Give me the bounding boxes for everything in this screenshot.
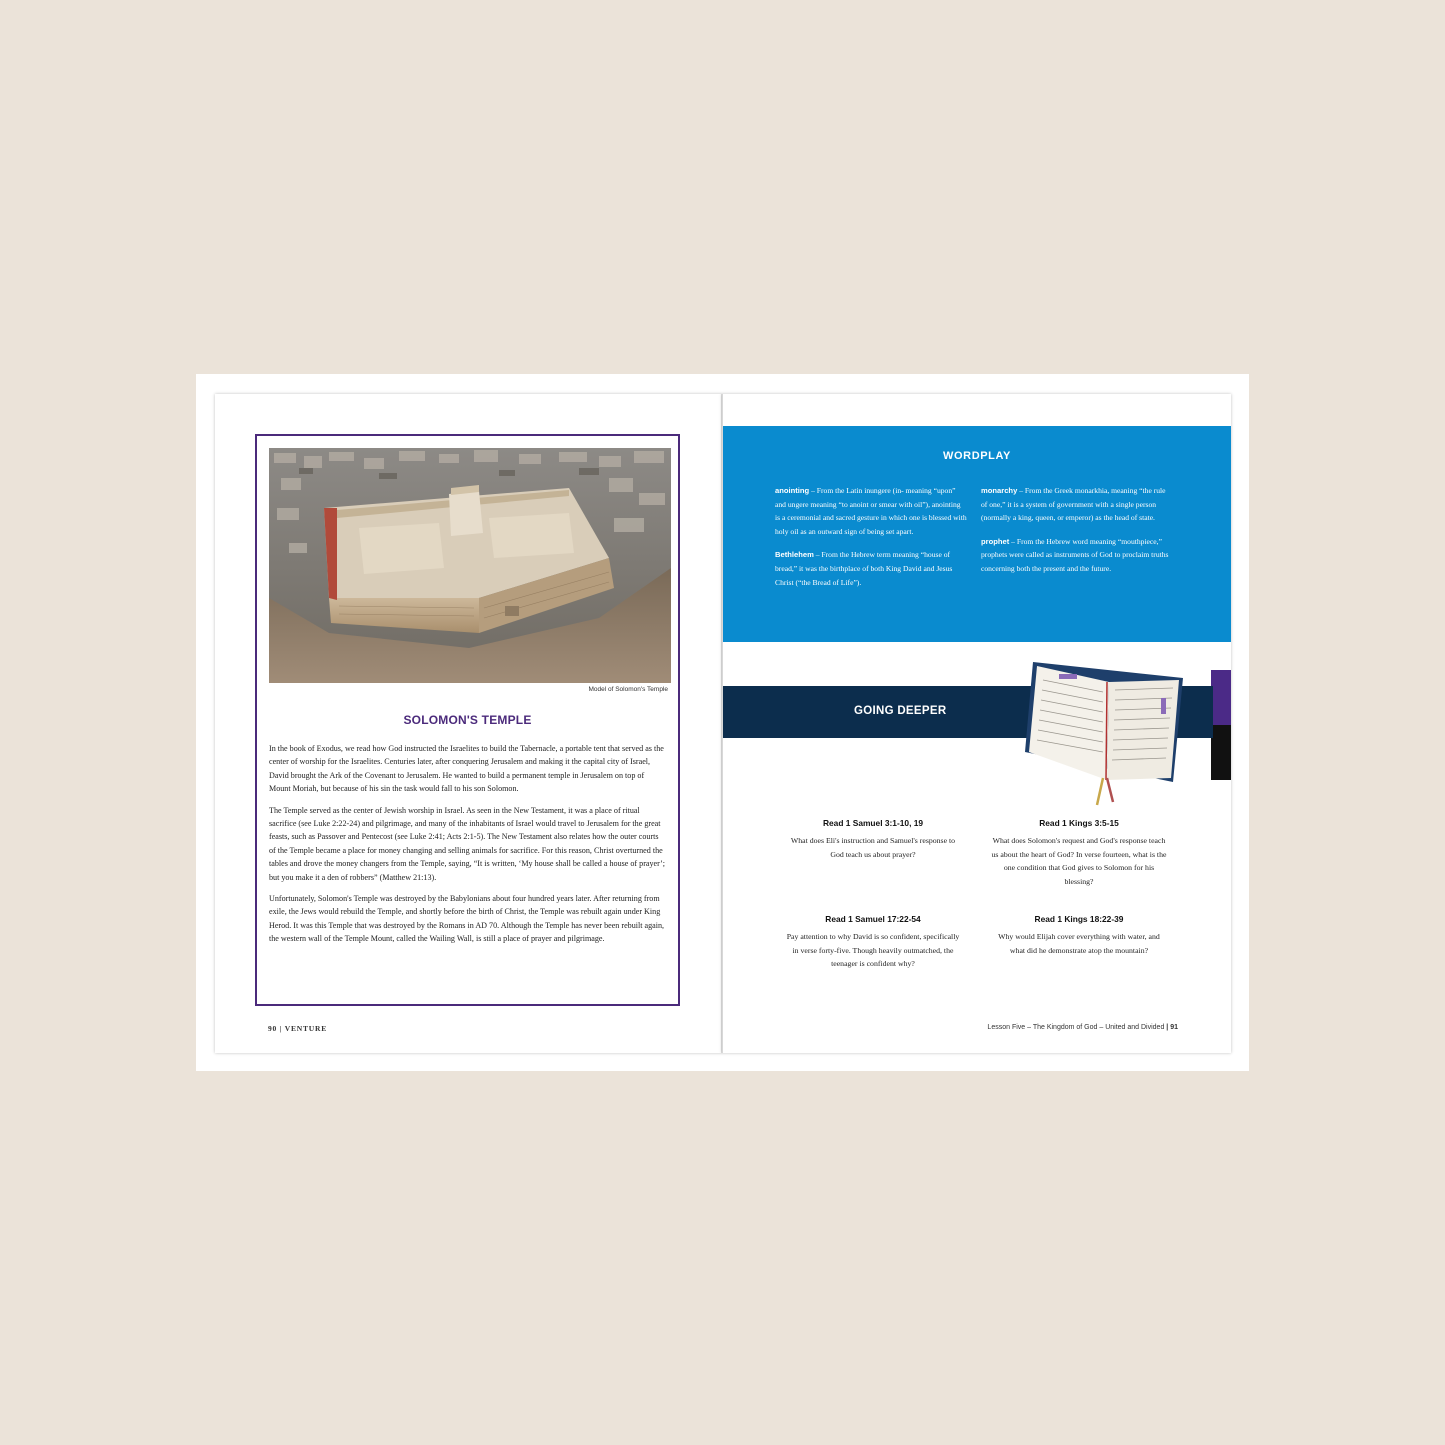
question-card xyxy=(991,818,1167,888)
wordplay-definition: – From the Latin inungere (in- meaning “upon” and ungere meaning “to anoint or smear with oil”), anointing is a ceremonial and sacred gesture in which one is blessed with holy oil as an outward sign of being set apart. xyxy=(775,486,967,536)
going-deeper-title: GOING DEEPER xyxy=(854,705,947,717)
folio-page-number: 91 xyxy=(1170,1024,1178,1031)
solomons-temple-sidebar xyxy=(255,434,680,1006)
right-page xyxy=(722,394,1231,1053)
paragraph: The Temple served as the center of Jewish worship in Israel. As seen in the New Testament, it was a place of ritual sacrifice (see Luke 2:22-24) and pilgrimage, and many of the inhabitants of Israel would travel to Jerusalem for the great feasts, such as Passover and Pentecost (see Luke 2:41; Acts 2:1-5). The New Testament also relates how the outer courts of the Temple became a place for money changing and selling animals for sacrifice. For this reason, Christ overturned the tables and drove the money changers from the Temple, saying, “It is written, ‘My house shall be called a house of prayer’; but you make it a den of robbers” (Matthew 21:13). xyxy=(269,805,666,882)
wordplay-entry xyxy=(775,548,967,589)
wordplay-definition: – From the Greek monarkhia, meaning “the rule of one,” it is a system of government with a single person (normally a king, queen, or emperor) as the head of state. xyxy=(981,486,1166,523)
question-reference: Read 1 Kings 18:22-39 xyxy=(1034,914,1124,924)
left-page xyxy=(215,394,722,1053)
left-folio: 90 | VENTURE xyxy=(268,1024,328,1033)
wordplay-term: prophet xyxy=(981,536,1010,546)
question-text: What does Eli's instruction and Samuel's response to God teach us about prayer? xyxy=(790,836,956,859)
paragraph: In the book of Exodus, we read how God instructed the Israelites to build the Tabernacle, a portable tent that served as the center of worship for the Israelites. Centuries later, after conquering Jerusalem and making it the capital city of Israel, David brought the Ark of the Covenant to Jerusalem. He wanted to build a permanent temple in Jerusalem on top of Mount Moriah, but because of his sin the task would fall to his son Solomon. xyxy=(269,744,664,794)
question-reference: Read 1 Kings 3:5-15 xyxy=(1039,818,1119,828)
question-text: Why would Elijah cover everything with water, and what did he demonstrate atop the mountain? xyxy=(998,932,1160,955)
wordplay-entry xyxy=(981,535,1173,576)
wordplay-entry xyxy=(981,484,1173,525)
open-bible-image xyxy=(1023,660,1191,815)
wordplay-title: WORDPLAY xyxy=(943,450,1011,462)
question-text: Pay attention to why David is so confident, specifically in verse forty-five. Though heavily outmatched, the teenager is confident why? xyxy=(786,932,960,968)
question-card xyxy=(785,914,961,971)
folio-lesson-title: Lesson Five – The Kingdom of God – United and Divided xyxy=(987,1024,1165,1031)
wordplay-definition: – From the Hebrew term meaning “house of bread,” it was the birthplace of both King David and Jesus Christ (“the Bread of Life”). xyxy=(775,550,953,587)
wordplay-term: monarchy xyxy=(981,486,1018,495)
wordplay-panel xyxy=(723,426,1231,642)
edge-tab-black xyxy=(1211,725,1231,780)
sidebar-body xyxy=(269,742,666,954)
edge-tab-purple xyxy=(1211,670,1231,725)
wordplay-column-left xyxy=(775,484,967,599)
wordplay-column-right xyxy=(981,484,1173,586)
wordplay-term: anointing xyxy=(775,486,810,495)
question-reference: Read 1 Samuel 17:22-54 xyxy=(825,914,921,924)
wordplay-entry xyxy=(775,484,967,538)
paragraph: Unfortunately, Solomon's Temple was destroyed by the Babylonians about four hundred years later. After returning from exile, the Jews would rebuild the Temple, and shortly before the birth of Christ, the Temple was rebuilt again under King Herod. It was this Temple that was destroyed by the Romans in AD 70. Although the Temple has never been rebuilt again, the western wall of the Temple Mount, called the Wailing Wall, is still a place of prayer and pilgrimage. xyxy=(269,894,665,944)
photo-caption: Model of Solomon's Temple xyxy=(588,686,668,693)
folio-separator: | xyxy=(1164,1024,1171,1031)
question-card xyxy=(785,818,961,861)
question-text: What does Solomon's request and God's response teach us about the heart of God? In verse fourteen, what is the one condition that God gives to Solomon for his blessing? xyxy=(991,836,1167,886)
wordplay-definition: – From the Hebrew word meaning “mouthpiece,” prophets were called as instruments of God to proclaim truths concerning both the present and the future. xyxy=(981,536,1169,573)
right-folio xyxy=(987,1024,1178,1031)
wordplay-term: Bethlehem xyxy=(775,550,814,560)
temple-model-photo xyxy=(269,448,671,683)
question-card xyxy=(991,914,1167,957)
sidebar-title: SOLOMON'S TEMPLE xyxy=(403,713,532,727)
question-reference: Read 1 Samuel 3:1-10, 19 xyxy=(822,818,924,828)
